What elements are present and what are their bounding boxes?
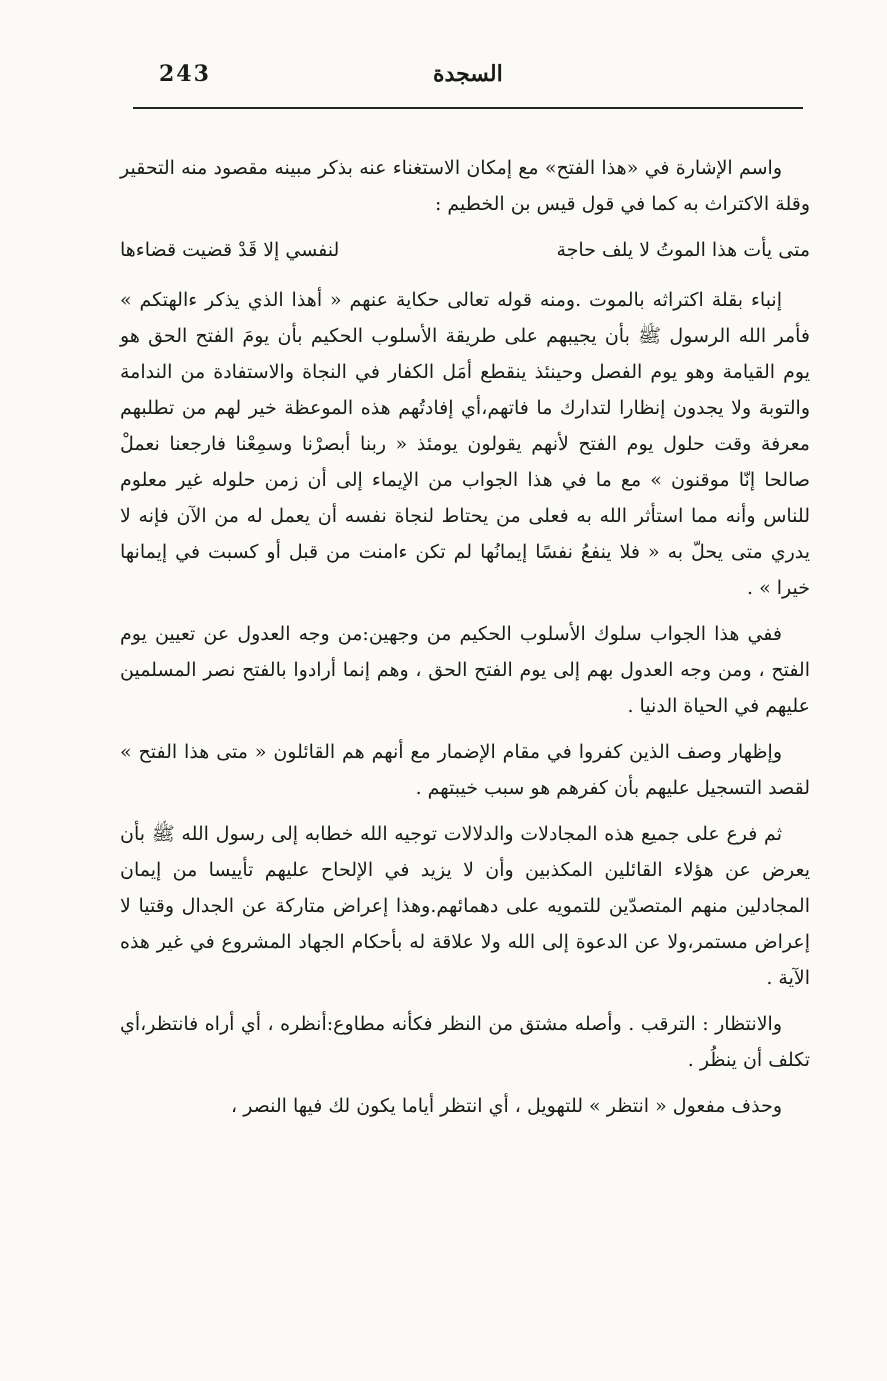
paragraph-4: وإظهار وصف الذين كفروا في مقام الإضمار مع أنهم هم القائلون « متى هذا الفتح » لقصد التسجيل عليهم بأن كفرهم هو سبب خيبتهم .	[120, 741, 810, 799]
poetry-verse	[120, 232, 810, 268]
paragraph-6: والانتظار : الترقب . وأصله مشتق من النظر فكأنه مطاوع:أنظره ، أي أراه فانتظر،أي تكلف أن ينظُر .	[120, 1013, 810, 1071]
poem-first-hemistich: متى يأت هذا الموتُ لا يلف حاجة	[556, 239, 810, 261]
poem-second-hemistich: لنفسي إلا قَدْ قضيت قضاءها	[120, 239, 340, 261]
paragraph-2: إنباء بقلة اكتراثه بالموت .ومنه قوله تعالى حكاية عنهم « أهذا الذي يذكر ءالهتكم » فأمر الله الرسول ﷺ بأن يجيبهم على طريقة الأسلوب الحكيم بأن يومَ الفتح الحق هو يوم القيامة وهو يوم الفصل وحينئذ ينقطع أمَل الكفار في النجاة والاستفادة من الندامة والتوبة ولا يجدون إنظارا لتدارك ما فاتهم،أي إفادتُهم هذه الموعظة خير لهم من تطلبهم معرفة وقت حلول يوم الفتح لأنهم يقولون يومئذ « ربنا أبصرْنا وسمِعْنا فارجعنا نعملْ صالحا إنّا موقنون » مع ما في هذا الجواب من الإيماء إلى أن زمن حلوله غير معلوم للناس وأنه مما استأثر الله به فعلى من يحتاط لنجاة نفسه أن يعمل له من الآن فإنه لا يدري متى يحلّ به « فلا ينفعُ نفسًا إيمانُها لم تكن ءامنت من قبل أو كسبت في إيمانها خيرا » .	[120, 289, 810, 599]
paragraph-3: ففي هذا الجواب سلوك الأسلوب الحكيم من وجهين:من وجه العدول عن تعيين يوم الفتح ، ومن وجه العدول بهم إلى يوم الفتح الحق ، وهم إنما أرادوا بالفتح نصر المسلمين عليهم في الحياة الدنيا .	[120, 623, 810, 717]
page-number: 243	[159, 61, 211, 87]
paragraph-1: واسم الإشارة في «هذا الفتح» مع إمكان الاستغناء عنه بذكر مبينه مقصود منه التحقير وقلة الاكتراث به كما في قول قيس بن الخطيم :	[120, 157, 810, 215]
paragraph-7: وحذف مفعول « انتظر » للتهويل ، أي انتظر أياما يكون لك فيها النصر ،	[231, 1095, 782, 1117]
page-header	[133, 55, 803, 109]
chapter-title: السجدة	[433, 61, 503, 87]
page-body	[120, 150, 810, 1134]
paragraph-5: ثم فرع على جميع هذه المجادلات والدلالات توجيه الله خطابه إلى رسول الله ﷺ بأن يعرض عن هؤلاء القائلين المكذبين وأن لا يزيد في الإلحاح عليهم تأييسا من إيمان المجادلين منهم المتصدّين للتمويه على دهمائهم.وهذا إعراض متاركة عن الجدال وقتيا لا إعراض مستمر،ولا عن الدعوة إلى الله ولا علاقة له بأحكام الجهاد المشروع في غير هذه الآية .	[120, 823, 810, 989]
